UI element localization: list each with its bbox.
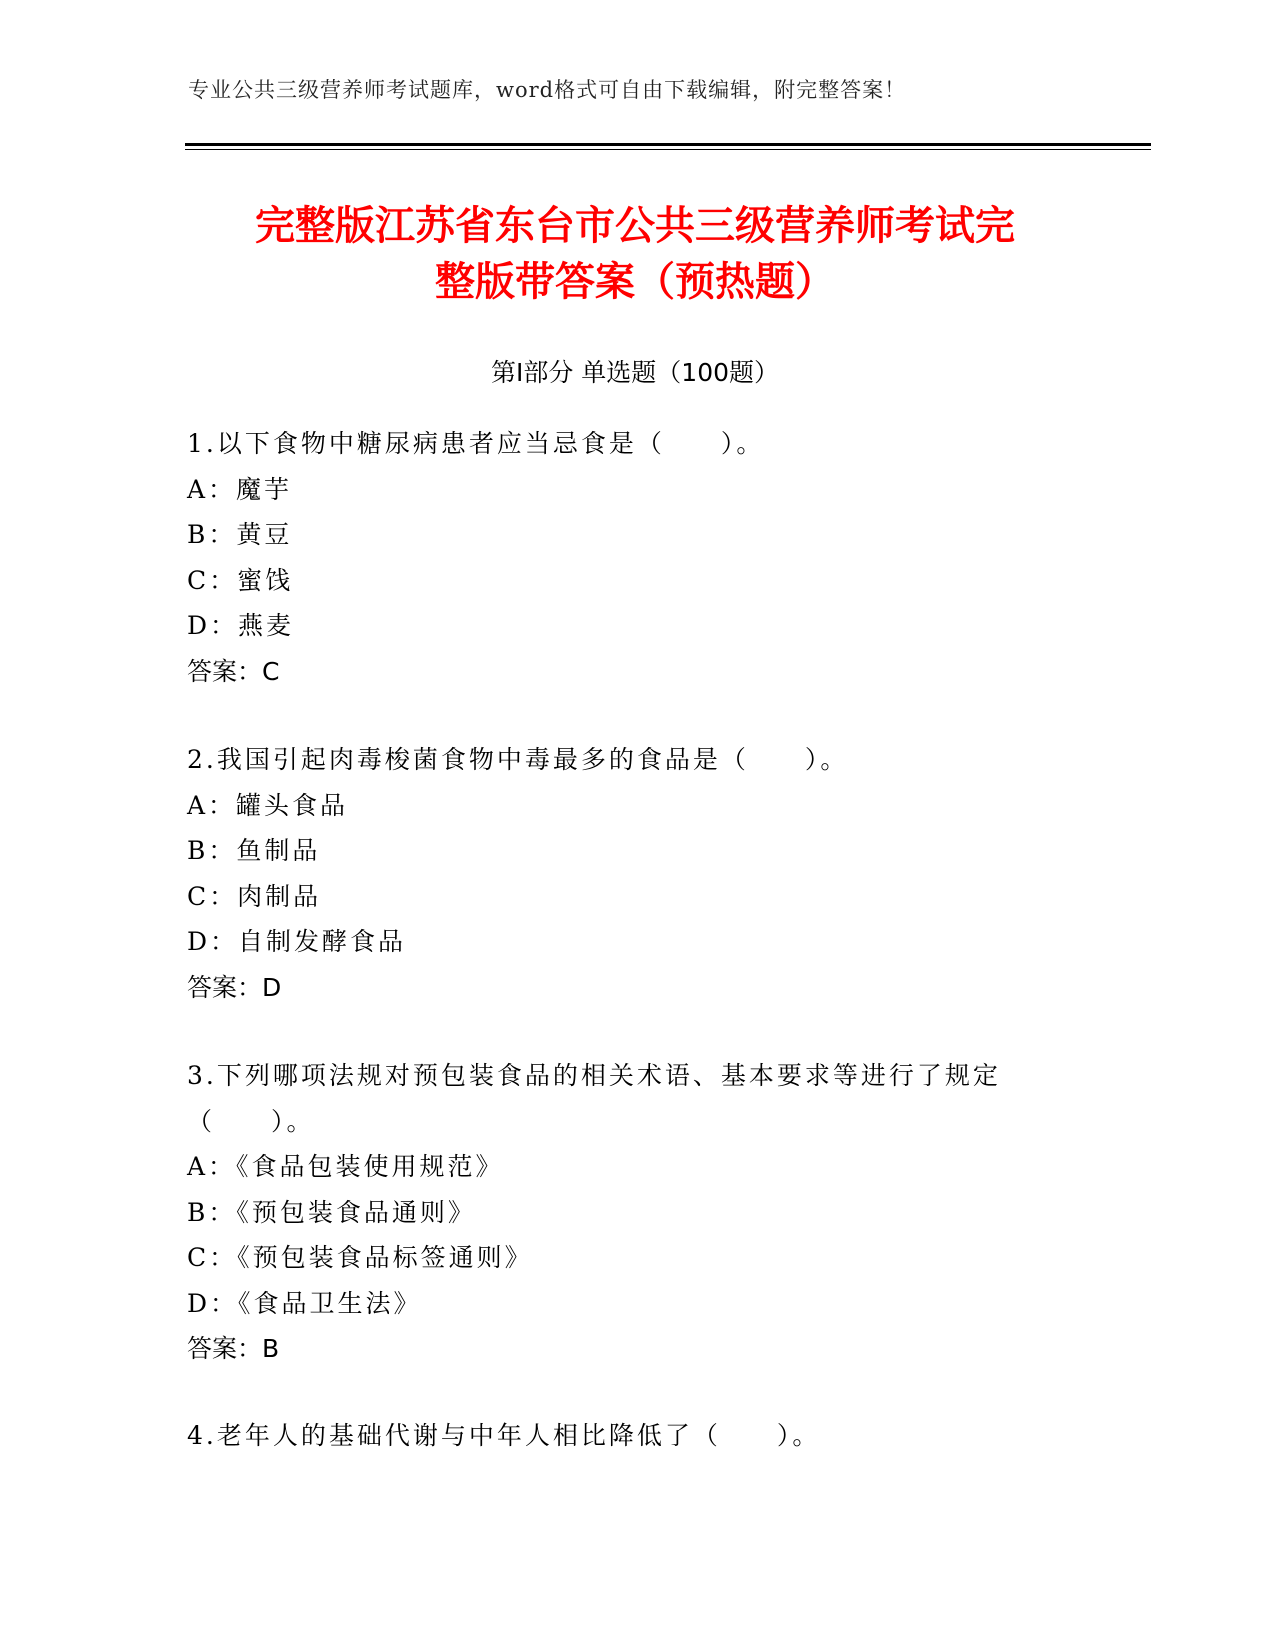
option-c: C：蜜饯 xyxy=(187,565,294,595)
option-a: A：《食品包装使用规范》 xyxy=(187,1152,504,1181)
question-2 xyxy=(187,737,1087,1010)
option-b: B：鱼制品 xyxy=(187,836,321,865)
header-rule-thin xyxy=(185,149,1151,150)
option-b: B：《预包装食品通则》 xyxy=(187,1197,476,1227)
question-stem: 4.老年人的基础代谢与中年人相比降低了（ ）。 xyxy=(187,1421,821,1450)
option-c: C：肉制品 xyxy=(187,881,322,911)
header-rule-thick xyxy=(185,143,1151,146)
option-d: D：自制发酵食品 xyxy=(187,927,407,956)
option-c: C：《预包装食品标签通则》 xyxy=(187,1243,533,1272)
title-line-2: 整版带答案（预热题） xyxy=(435,259,835,305)
option-d: D：燕麦 xyxy=(187,611,295,640)
question-stem: 1.以下食物中糖尿病患者应当忌食是（ ）。 xyxy=(187,429,765,458)
question-stem: 2.我国引起肉毒梭菌食物中毒最多的食品是（ ）。 xyxy=(187,745,849,774)
option-a: A：魔芋 xyxy=(187,474,293,504)
option-a: A：罐头食品 xyxy=(187,790,349,820)
question-1 xyxy=(187,421,1087,694)
answer: 答案：B xyxy=(187,1334,280,1363)
question-3 xyxy=(187,1053,1087,1372)
title-line-1: 完整版江苏省东台市公共三级营养师考试完 xyxy=(255,203,1015,249)
section-heading: 第Ⅰ部分 单选题（100题） xyxy=(490,358,780,387)
option-b: B：黄豆 xyxy=(187,520,293,549)
document-title xyxy=(185,198,1085,310)
page-header: 专业公共三级营养师考试题库，word格式可自由下载编辑，附完整答案！ xyxy=(188,78,907,102)
option-d: D：《食品卫生法》 xyxy=(187,1288,422,1318)
answer: 答案：C xyxy=(187,656,280,686)
question-4 xyxy=(187,1413,1087,1459)
question-stem: 3.下列哪项法规对预包装食品的相关术语、基本要求等进行了规定（ ）。 xyxy=(187,1061,1001,1136)
answer: 答案：D xyxy=(187,972,282,1002)
